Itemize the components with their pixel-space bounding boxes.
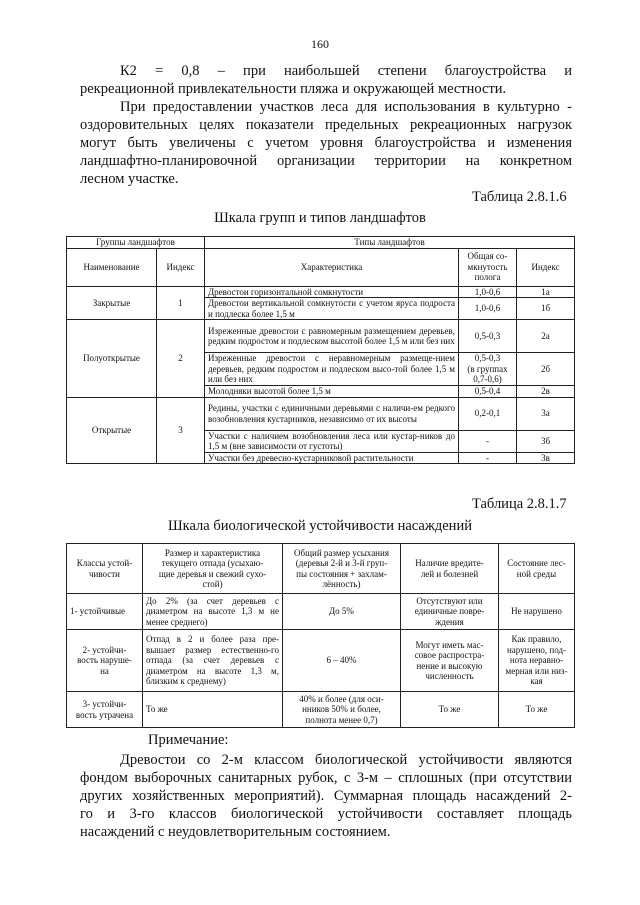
table2-caption: Таблица 2.8.1.7 [472,496,567,512]
type-density: - [459,452,517,464]
header-stability-class: Классы устой- чивости [67,544,143,594]
type-characteristic: Редины, участки с единичными деревьями с наличи-ем редкого возобновления кустарников, независимо от их высоты [205,397,459,430]
group-name: Закрытые [67,286,157,320]
para2-line-1: При предоставлении участков леса для использования в культурно - [120,99,572,115]
forest-environment: Как правило, нарушено, под- нота неравно- мерная или низ- кая [499,630,575,692]
type-characteristic: Древостои горизонтальной сомкнутости [205,286,459,298]
header-current-fall: Размер и характеристика текущего отпада (усыхаю- щие деревья и свежий сухо- стой) [143,544,283,594]
note-line-5: насаждений с неудовлетворительным состоянием. [80,824,391,840]
type-density: 0,5-0,4 [459,386,517,398]
table-row [67,692,575,728]
para2-line-2: оздоровительных целях показатели предельных рекреационных нагрузок [80,117,572,133]
forest-environment: Не нарушено [499,594,575,630]
pests-diseases: То же [401,692,499,728]
current-fall: Отпад в 2 и более раза пре-вышает размер естественно-го отпада (за счет деревьев с диаметром на высоте 1,3 м, близким к среднему) [143,630,283,692]
header-index: Индекс [157,248,205,286]
intro-line-2: рекреационной привлекательности пляжа и окружающей местности. [80,81,507,97]
table2-title: Шкала биологической устойчивости насаждений [168,518,472,534]
para2-line-5: лесном участке. [80,171,179,187]
type-density: 1,0-0,6 [459,286,517,298]
type-characteristic: Участки без древесно-кустарниковой растительности [205,452,459,464]
table-row [67,594,575,630]
stability-class: 3- устойчи- вость утрачена [67,692,143,728]
note-line-4: го и 3-го классов биологической устойчивости составляет площадь [80,806,572,822]
table-row [67,286,575,298]
header-characteristic: Характеристика [205,248,459,286]
recreation-paragraph [80,98,572,188]
group-name: Открытые [67,397,157,464]
table2-header-row [67,544,575,594]
header-type-index: Индекс [517,248,575,286]
intro-paragraph [80,62,572,98]
intro-line-1: К2 = 0,8 – при наибольшей степени благоустройства и [120,63,572,79]
type-characteristic: Участки с наличием возобновления леса или кустар-ников до 1,5 м (вне зависимости от густоты) [205,430,459,452]
type-density: - [459,430,517,452]
type-index: 3б [517,430,575,452]
note-heading: Примечание: [148,732,229,748]
table-row [67,630,575,692]
table1-caption: Таблица 2.8.1.6 [472,189,567,205]
stability-class: 2- устойчи- вость наруше- на [67,630,143,692]
current-fall: До 2% (за счет деревьев с диаметром на высоте 1,3 м не менее среднего) [143,594,283,630]
type-index: 2а [517,320,575,353]
group-index: 1 [157,286,205,320]
header-forest-environment: Состояние лес- ной среды [499,544,575,594]
type-index: 1б [517,298,575,320]
para2-line-3: могут быть увеличены с учетом уровня благоустройства и изменения [80,135,572,151]
header-total-drying: Общий размер усыхания (деревья 2-й и 3-й груп- пы состояния + захлам- лённость) [283,544,401,594]
type-index: 2б [517,353,575,386]
type-index: 1а [517,286,575,298]
type-index: 2в [517,386,575,398]
forest-environment: То же [499,692,575,728]
page-number: 160 [311,37,329,51]
type-density: 0,5-0,3 (в группах 0,7-0,6) [459,353,517,386]
note-line-1: Древостои со 2-м классом биологической устойчивости являются [120,752,572,768]
group-index: 3 [157,397,205,464]
stability-class: 1- устойчивые [67,594,143,630]
group-index: 2 [157,320,205,398]
type-index: 3а [517,397,575,430]
header-landscape-groups: Группы ландшафтов [67,237,205,249]
biological-stability-table [66,543,575,728]
header-pests-diseases: Наличие вредите- лей и болезней [401,544,499,594]
header-landscape-types: Типы ландшафтов [205,237,575,249]
header-name: Наименование [67,248,157,286]
para2-line-4: ландшафтно-планировочной организации территории на конкретном [80,153,572,169]
total-drying: До 5% [283,594,401,630]
current-fall: То же [143,692,283,728]
type-characteristic: Изреженные древостои с неравномерным размеще-нием деревьев, редким подростом и подлеском высо-той более 1,5 м или без них [205,353,459,386]
table1-title: Шкала групп и типов ландшафтов [214,210,426,226]
type-density: 0,2-0,1 [459,397,517,430]
total-drying: 6 – 40% [283,630,401,692]
type-index: 3в [517,452,575,464]
note-line-2: фондом выборочных санитарных рубок, с 3-м – сплошных (при отсутствии [80,770,572,786]
note-line-3: других хозяйственных мероприятий). Суммарная площадь насаждений 2- [80,788,572,804]
pests-diseases: Могут иметь мас- совое распростра- нение и высокую численность [401,630,499,692]
pests-diseases: Отсутствуют или единичные повре- ждения [401,594,499,630]
group-name: Полуоткрытые [67,320,157,398]
table-row [67,397,575,430]
note-paragraph [80,751,572,841]
type-density: 1,0-0,6 [459,298,517,320]
type-density: 0,5-0,3 [459,320,517,353]
type-characteristic: Древостои вертикальной сомкнутости с учетом яруса подроста и подлеска более 1,5 м [205,298,459,320]
table-row [67,320,575,353]
type-characteristic: Изреженные древостои с равномерным размещением деревьев, редким подростом и подлеском высотой более 1,5 м или без них [205,320,459,353]
header-density: Общая со- мкнутость полога [459,248,517,286]
type-characteristic: Молодняки высотой более 1,5 м [205,386,459,398]
total-drying: 40% и более (для оси- нников 50% и более, полнота менее 0,7) [283,692,401,728]
landscape-types-table [66,236,575,464]
